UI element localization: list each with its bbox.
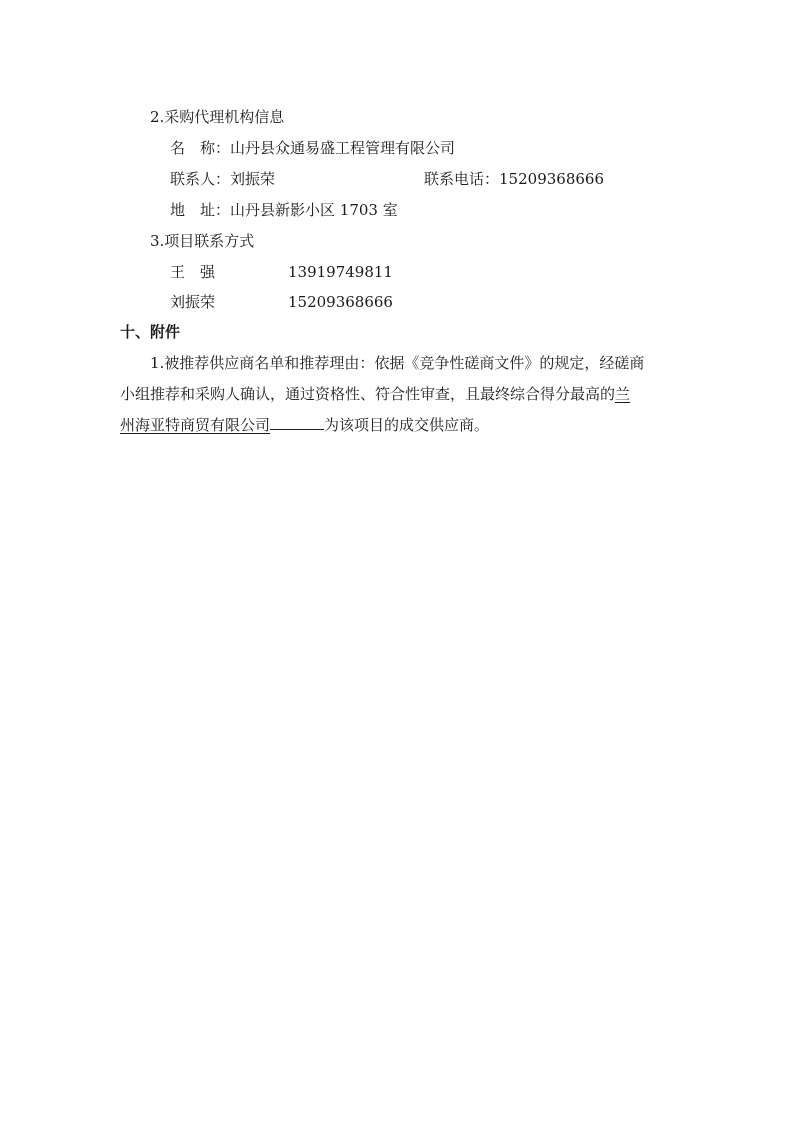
agency-phone-value: 15209368666	[499, 170, 604, 188]
agency-info-heading: 2.采购代理机构信息	[150, 108, 285, 126]
supplier-name-part-1: 兰	[615, 385, 631, 403]
agency-address-label: 地 址：	[170, 201, 231, 219]
recommendation-line-1: 1.被推荐供应商名单和推荐理由：依据《竞争性磋商文件》的规定，经磋商	[150, 354, 645, 372]
agency-address-row	[170, 200, 398, 220]
recommendation-line-3	[120, 414, 489, 435]
agency-name-label: 名 称：	[170, 139, 231, 157]
agency-name-value: 山丹县众通易盛工程管理有限公司	[230, 139, 456, 157]
agency-name-row	[170, 138, 455, 158]
recommendation-line-2	[120, 384, 630, 404]
agency-contact-label: 联系人：	[170, 170, 231, 188]
attachments-heading: 十、附件	[120, 323, 181, 341]
agency-contact-value: 刘振荣	[230, 170, 276, 188]
project-contact-phone: 13919749811	[288, 263, 393, 281]
project-contact-name: 王 强	[170, 263, 216, 281]
agency-address-value: 山丹县新影小区 1703 室	[230, 201, 398, 219]
agency-phone-label: 联系电话：	[424, 170, 500, 188]
supplier-name-part-2: 州海亚特商贸有限公司	[120, 416, 271, 434]
project-contact-name: 刘振荣	[170, 293, 216, 311]
recommendation-text: 小组推荐和采购人确认，通过资格性、符合性审查，且最终综合得分最高的	[120, 385, 616, 403]
recommendation-conclusion: 为该项目的成交供应商。	[324, 416, 490, 434]
project-contact-heading: 3.项目联系方式	[150, 232, 255, 250]
agency-phone-row	[424, 169, 604, 189]
agency-contact-row	[170, 169, 275, 189]
blank-underline	[270, 414, 324, 430]
project-contact-phone: 15209368666	[288, 293, 393, 311]
